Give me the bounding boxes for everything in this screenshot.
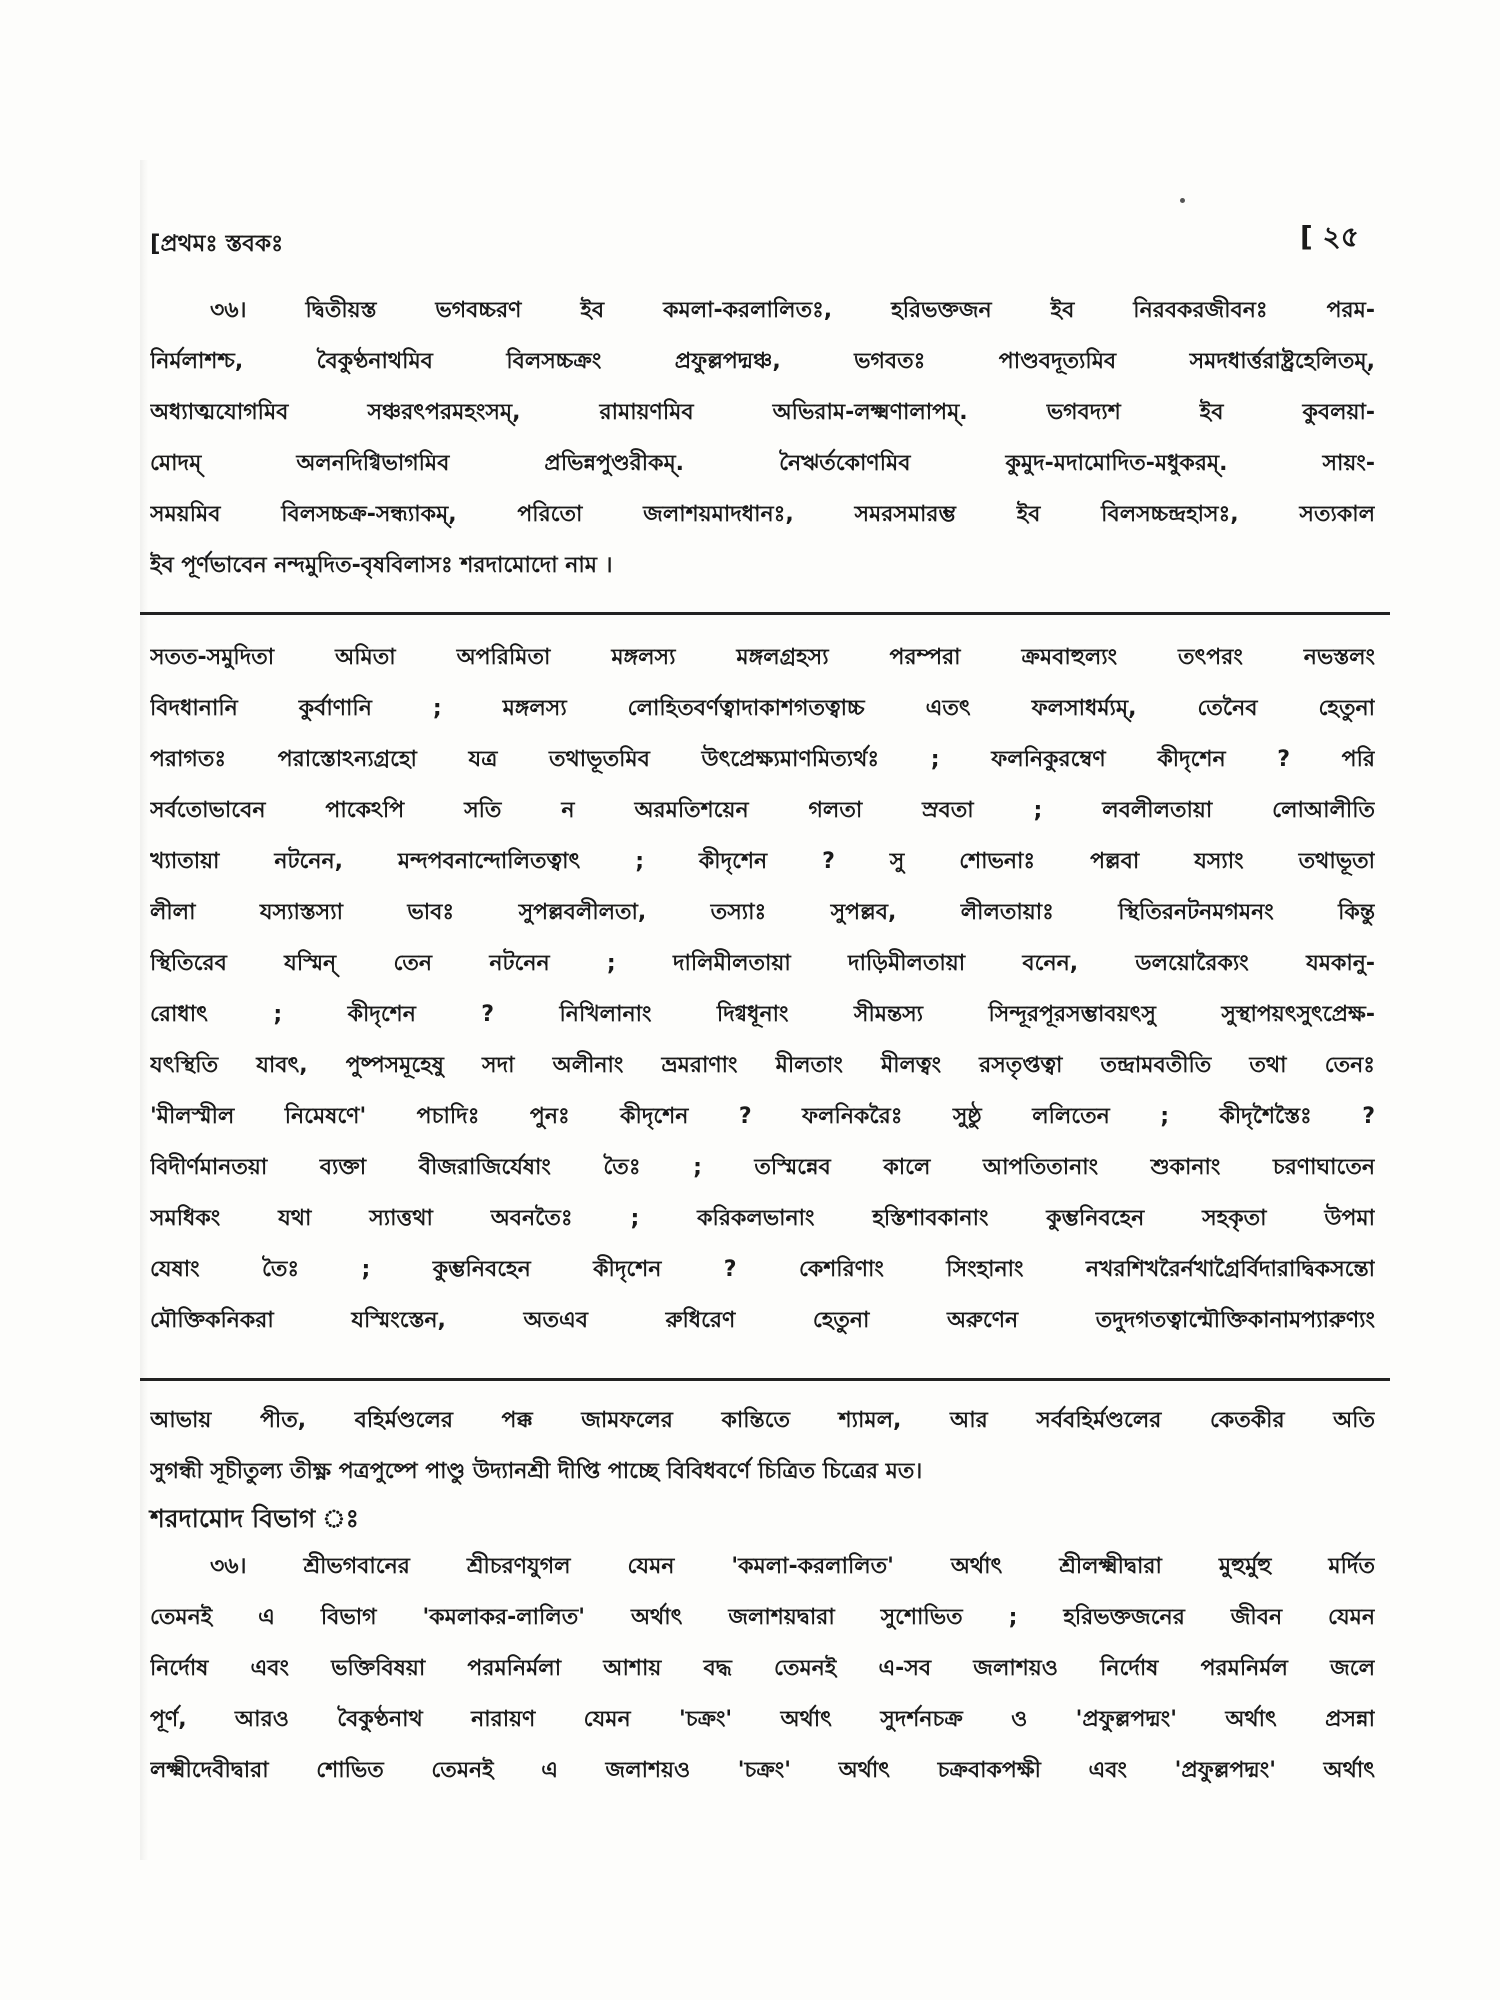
commentary-line: রোধাৎ ; কীদৃশেন ? নিখিলানাং দিগ্বধূনাং সীমন্তস্য সিন্দূরপূরসম্ভাবয়ৎসু সুস্থাপয়ৎসুৎপ্রেক্ষ- (150, 1002, 1375, 1027)
commentary-line: বিদধানানি কুর্বাণানি ; মঙ্গলস্য লোহিতবর্ণত্বাদাকাশগতত্বাচ্চ এতৎ ফলসাধর্ম্যম্, তেনৈব হেতুনা (150, 696, 1375, 721)
verse-line: সময়মিব বিলসচ্চক্র-সন্ধ্যাকম্, পরিতো জলাশয়মাদধানঃ, সমরসমারম্ভ ইব বিলসচ্চন্দ্রহাসঃ, সত্যকাল (150, 502, 1375, 527)
translation-paragraph-line: পূর্ণ, আরও বৈকুণ্ঠনাথ নারায়ণ যেমন 'চক্রং' অর্থাৎ সুদর্শনচক্র ও 'প্রফুল্লপদ্মং' অর্থাৎ প্রসন্না (150, 1707, 1375, 1732)
translation-line: আভায় পীত, বহির্মণ্ডলের পক্ক জামফলের কান্তিতে শ্যামল, আর সর্ববহির্মণ্ডলের কেতকীর অতি (150, 1408, 1375, 1433)
commentary-line: পরাগতঃ পরাস্তোঽন্যগ্রহো যত্র তথাভূতমিব উৎপ্রেক্ষ্যমাণমিত্যর্থঃ ; ফলনিকুরম্বেণ কীদৃশেন ? পরি (150, 747, 1375, 772)
commentary-line: মৌক্তিকনিকরা যস্মিংস্তেন, অতএব রুধিরেণ হেতুনা অরুণেন তদুদগতত্বান্মৌক্তিকানামপ্যারুণ্যং (150, 1308, 1375, 1333)
commentary-line: সমধিকং যথা স্যাত্তথা অবনতৈঃ ; করিকলভানাং হস্তিশাবকানাং কুম্ভনিবহেন সহকৃতা উপমা (150, 1206, 1375, 1231)
translation-line: সুগন্ধী সূচীতুল্য তীক্ষ্ণ পত্রপুষ্পে পাণ্ডু উদ্যানশ্রী দীপ্তি পাচ্ছে বিবিধবর্ণে চিত্রিত চিত্রের মত। (150, 1459, 923, 1484)
verse-line: নির্মলাশশ্চ, বৈকুণ্ঠনাথমিব বিলসচ্চক্রং প্রফুল্লপদ্মঞ্চ, ভগবতঃ পাণ্ডবদূত্যমিব সমদধার্ত্তরাষ্ট্রহেলিতম্, (150, 349, 1375, 374)
commentary-line: সর্বতোভাবেন পাকেঽপি সতি ন অরমতিশয়েন গলতা স্রবতা ; লবলীলতায়া লোআলীতি (150, 798, 1375, 823)
translation-paragraph-line: লক্ষ্মীদেবীদ্বারা শোভিত তেমনই এ জলাশয়ও 'চক্রং' অর্থাৎ চক্রবাকপক্ষী এবং 'প্রফুল্লপদ্মং' অর্থাৎ (150, 1758, 1375, 1783)
translation-paragraph-line: ৩৬। শ্রীভগবানের শ্রীচরণযুগল যেমন 'কমলা-করলালিত' অর্থাৎ শ্রীলক্ষ্মীদ্বারা মুহুর্মুহু মর্দিত (210, 1554, 1375, 1579)
commentary-line: খ্যাতায়া নটনেন, মন্দপবনান্দোলিতত্বাৎ ; কীদৃশেন ? সু শোভনাঃ পল্লবা যস্যাং তথাভূতা (150, 849, 1375, 874)
section-divider (140, 612, 1390, 615)
translation-paragraph-line: নির্দোষ এবং ভক্তিবিষয়া পরমনির্মলা আশায় বদ্ধ তেমনই এ-সব জলাশয়ও নির্দোষ পরমনির্মল জলে (150, 1656, 1375, 1681)
verse-line: ৩৬। দ্বিতীয়স্ত ভগবচ্চরণ ইব কমলা-করলালিতঃ, হরিভক্তজন ইব নিরবকরজীবনঃ পরম- (210, 298, 1375, 323)
running-head-section: [প্রথমঃ স্তবকঃ (150, 231, 284, 257)
commentary-line: সতত-সমুদিতা অমিতা অপরিমিতা মঙ্গলস্য মঙ্গলগ্রহস্য পরম্পরা ক্রমবাহুল্যং তৎপরং নভস্তলং (150, 645, 1375, 670)
translation-paragraph-line: তেমনই এ বিভাগ 'কমলাকর-লালিত' অর্থাৎ জলাশয়দ্বারা সুশোভিত ; হরিভক্তজনের জীবন যেমন (150, 1605, 1375, 1630)
commentary-line: যৎস্থিতি যাবৎ, পুষ্পসমূহেষু সদা অলীনাং ভ্রমরাণাং মীলতাং মীলত্বং রসতৃপ্তত্বা তন্দ্রামবতীতি তথা তেনঃ (150, 1053, 1375, 1078)
verse-line: অধ্যাত্মযোগমিব সঞ্চরৎপরমহংসম্, রামায়ণমিব অভিরাম-লক্ষ্মণালাপম্. ভগবদ্যশ ইব কুবলয়া- (150, 400, 1375, 425)
section-subheading: শরদামোদ বিভাগ ঃ (150, 1504, 359, 1533)
commentary-line: স্থিতিরেব যস্মিন্ তেন নটনেন ; দালিমীলতায়া দাড়িমীলতায়া বনেন, ডলয়োরৈক্যং যমকানু- (150, 951, 1375, 976)
verse-block (150, 285, 1375, 591)
commentary-line: 'মীলস্মীল নিমেষণে' পচাদিঃ পুনঃ কীদৃশেন ? ফলনিকরৈঃ সুষ্ঠু ললিতেন ; কীদৃশৈস্তৈঃ ? (150, 1104, 1375, 1129)
commentary-line: বিদীর্ণমানতয়া ব্যক্তা বীজরাজির্যেষাং তৈঃ ; তস্মিন্নেব কালে আপতিতানাং শুকানাং চরণাঘাতেন (150, 1155, 1375, 1180)
translation-block (150, 1395, 1375, 1796)
page-number: [ ২৫ (1300, 220, 1359, 253)
scan-edge-shadow (140, 160, 148, 1860)
section-divider (140, 1378, 1390, 1381)
commentary-block (150, 632, 1375, 1346)
print-speck (1180, 198, 1185, 203)
commentary-line: যেষাং তৈঃ ; কুম্ভনিবহেন কীদৃশেন ? কেশরিণাং সিংহানাং নখরশিখরৈর্নখাগ্রৈর্বিদারাদ্বিকসন্তো (150, 1257, 1375, 1282)
verse-line: ইব পূর্ণভাবেন নন্দমুদিত-বৃষবিলাসঃ শরদামোদো নাম । (150, 553, 613, 578)
verse-line: মোদম্ অলনদিগ্বিভাগমিব প্রভিন্নপুণ্ডরীকম্. নৈঋর্তকোণমিব কুমুদ-মদামোদিত-মধুকরম্. সায়ং- (150, 451, 1375, 476)
commentary-line: লীলা যস্যাস্তস্যা ভাবঃ সুপল্লবলীলতা, তস্যাঃ সুপল্লব, লীলতায়াঃ স্থিতিরনটনমগমনং কিন্তু (150, 900, 1375, 925)
